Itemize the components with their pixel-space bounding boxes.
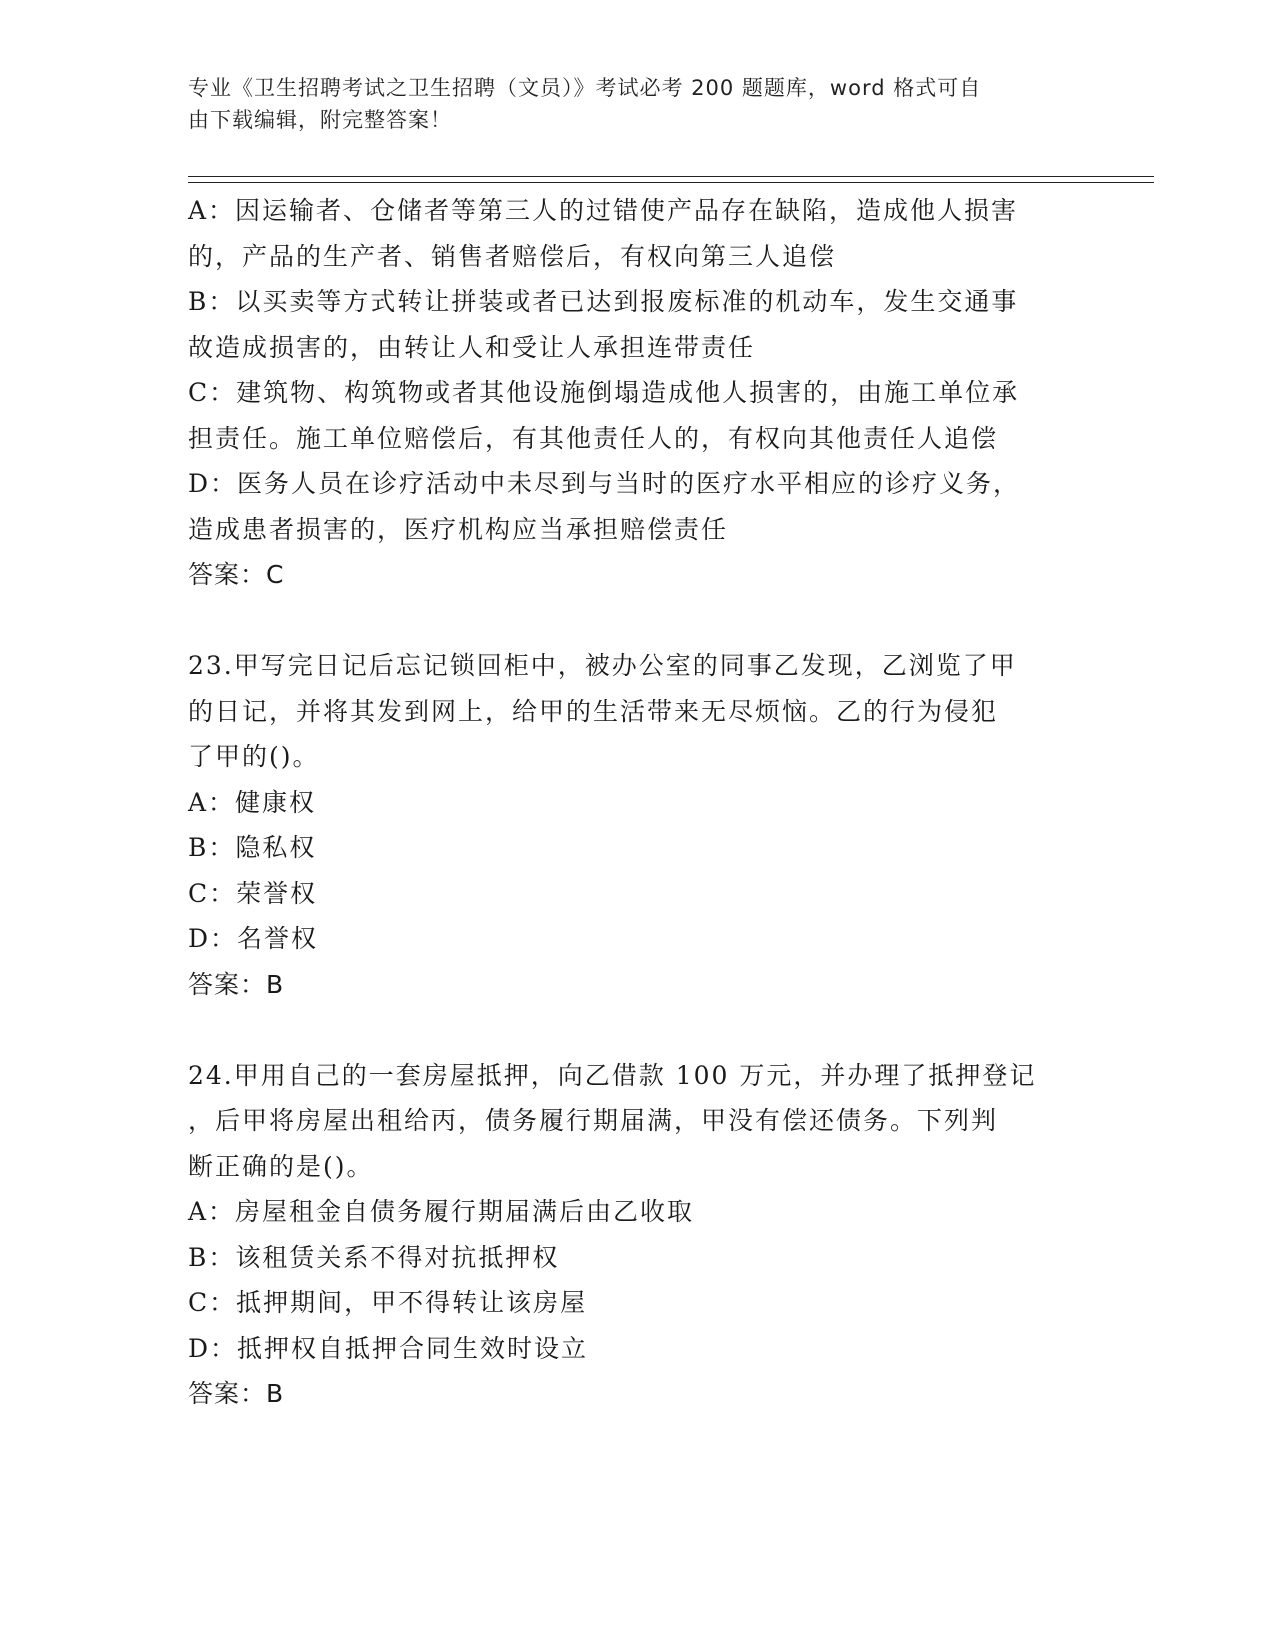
option-a: A：因运输者、仓储者等第三人的过错使产品存在缺陷，造成他人损害 bbox=[188, 196, 1019, 225]
option-b: B：隐私权 bbox=[188, 833, 317, 862]
question-list bbox=[188, 188, 1088, 1417]
option-d: D：名誉权 bbox=[188, 924, 319, 953]
question-stem-continued: 的日记，并将其发到网上，给甲的生活带来无尽烦恼。乙的行为侵犯 bbox=[188, 696, 999, 726]
option-d: D：抵押权自抵押合同生效时设立 bbox=[188, 1333, 589, 1363]
answer-line: 答案：B bbox=[188, 1379, 285, 1408]
header-rule-top bbox=[188, 176, 1154, 177]
answer-line: 答案：C bbox=[188, 560, 285, 589]
spacer bbox=[188, 1007, 1088, 1053]
option-b: B：以买卖等方式转让拼装或者已达到报废标准的机动车，发生交通事 bbox=[188, 287, 1019, 316]
option-c: C：建筑物、构筑物或者其他设施倒塌造成他人损害的，由施工单位承 bbox=[188, 378, 1020, 407]
option-b-continued: 故造成损害的，由转让人和受让人承担连带责任 bbox=[188, 332, 756, 362]
question-stem-continued: 断正确的是()。 bbox=[188, 1151, 374, 1181]
question-stem: 24.甲用自己的一套房屋抵押，向乙借款 100 万元，并办理了抵押登记 bbox=[188, 1060, 1037, 1090]
question-stem-continued: ，后甲将房屋出租给丙，债务履行期届满，甲没有偿还债务。下列判 bbox=[188, 1106, 999, 1135]
document-header bbox=[188, 72, 1088, 136]
option-a: A：健康权 bbox=[188, 787, 317, 817]
header-rule-bottom bbox=[188, 182, 1154, 183]
option-c: C：荣誉权 bbox=[188, 878, 318, 908]
question-stem: 23.甲写完日记后忘记锁回柜中，被办公室的同事乙发现，乙浏览了甲 bbox=[188, 651, 1017, 680]
option-b: B：该租赁关系不得对抗抵押权 bbox=[188, 1242, 560, 1272]
option-c-continued: 担责任。施工单位赔偿后，有其他责任人的，有权向其他责任人追偿 bbox=[188, 423, 999, 453]
spacer bbox=[188, 598, 1088, 644]
question-22-options bbox=[188, 188, 1088, 598]
answer-line: 答案：B bbox=[188, 969, 285, 999]
option-a-continued: 的，产品的生产者、销售者赔偿后，有权向第三人追偿 bbox=[188, 241, 837, 271]
option-d: D：医务人员在诊疗活动中未尽到与当时的医疗水平相应的诊疗义务， bbox=[188, 469, 1021, 498]
header-line-1: 专业《卫生招聘考试之卫生招聘（文员）》考试必考 200 题题库，word 格式可自 bbox=[188, 76, 982, 100]
question-stem-continued: 了甲的()。 bbox=[188, 742, 320, 771]
option-c: C：抵押期间，甲不得转让该房屋 bbox=[188, 1288, 588, 1317]
question-23 bbox=[188, 643, 1088, 1007]
header-line-2: 由下载编辑，附完整答案！ bbox=[188, 108, 452, 132]
question-24 bbox=[188, 1053, 1088, 1417]
option-a: A：房屋租金自债务履行期届满后由乙收取 bbox=[188, 1197, 695, 1226]
option-d-continued: 造成患者损害的，医疗机构应当承担赔偿责任 bbox=[188, 514, 729, 544]
